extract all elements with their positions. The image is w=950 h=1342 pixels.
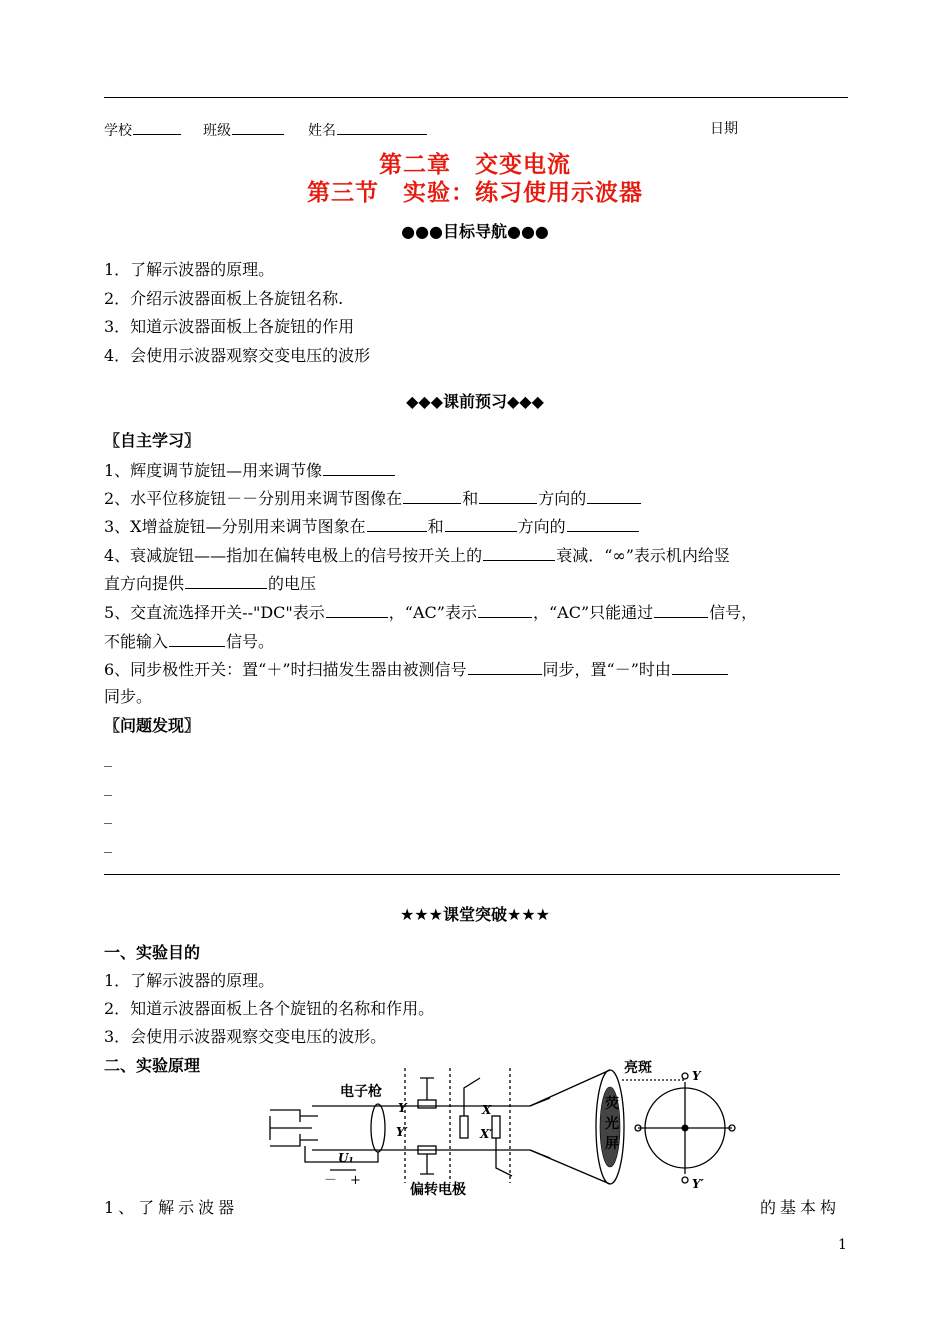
question-3: 3、X增益旋钮—分别用来调节图象在 和 方向的 (104, 516, 640, 537)
blank[interactable] (445, 516, 517, 532)
problems-heading: 〖问题发现〗 (104, 716, 201, 735)
question-6: 6、同步极性开关：置“＋”时扫描发生器由被测信号 同步，置“－”时由 (104, 659, 729, 680)
goal-item: 2．介绍示波器面板上各旋钮名称. (104, 289, 344, 308)
screen-label-3: 屏 (605, 1136, 619, 1152)
classroom-heading: ★★★课堂突破★★★ (399, 905, 551, 924)
school-label: 学校 (104, 123, 132, 139)
electron-gun-label: 电子枪 (340, 1084, 382, 1100)
self-study-heading: 〖自主学习〗 (104, 431, 201, 450)
principle-heading: 二、实验原理 (104, 1056, 201, 1075)
class-blank[interactable] (232, 119, 284, 135)
class-label: 班级 (203, 123, 231, 139)
purpose-item: 2．知道示波器面板上各个旋钮的名称和作用。 (104, 999, 435, 1018)
blank[interactable] (567, 516, 639, 532)
header-school (104, 119, 182, 141)
chapter-title: 第二章 交变电流 (379, 152, 571, 178)
question-4-cont: 直方向提供 的电压 (104, 574, 317, 593)
blank[interactable] (478, 602, 532, 618)
question-2: 2、水平位移旋钮－－分别用来调节图像在 和 方向的 (104, 488, 642, 509)
question-6-cont: 同步。 (104, 687, 153, 706)
goals-heading: ●●●目标导航●●● (401, 222, 549, 241)
preview-heading: ◆◆◆课前预习◆◆◆ (406, 392, 544, 411)
problem-line[interactable]: _ (104, 834, 112, 853)
item1-right: 的基本构 (760, 1198, 841, 1217)
purpose-heading: 一、实验目的 (104, 943, 201, 962)
x-plate-label: X (482, 1103, 492, 1117)
screen-y-label: Y (692, 1069, 701, 1083)
header-name (308, 119, 428, 141)
blank[interactable] (403, 488, 461, 504)
item1-left: 1、了解示波器 (104, 1198, 239, 1217)
deflection-label: 偏转电极 (410, 1182, 466, 1198)
date-label: 日期 (710, 121, 738, 137)
question-5-cont: 不能输入 信号。 (104, 632, 275, 651)
blank[interactable] (479, 488, 537, 504)
blank[interactable] (367, 516, 427, 532)
u1-label: U₁ (338, 1151, 354, 1165)
minus-label: － (324, 1173, 338, 1188)
goal-item: 1．了解示波器的原理。 (104, 260, 275, 279)
question-4: 4、衰减旋钮——指加在偏转电极上的信号按开关上的 衰减．“∞”表示机内给竖 (104, 546, 730, 565)
problem-line[interactable]: _ (104, 805, 112, 824)
goal-item: 4．会使用示波器观察交变电压的波形 (104, 346, 371, 365)
y-prime-plate-label: Y′ (396, 1125, 408, 1139)
name-label: 姓名 (308, 123, 336, 139)
header-class (203, 119, 285, 141)
header-date (710, 119, 738, 139)
blank[interactable] (587, 488, 641, 504)
page-number: 1 (838, 1237, 847, 1253)
blank[interactable] (326, 602, 388, 618)
blank[interactable] (672, 659, 728, 675)
problem-line[interactable]: _ (104, 748, 112, 767)
goal-item: 3．知道示波器面板上各旋钮的作用 (104, 317, 355, 336)
screen-label-1: 荧 (605, 1096, 619, 1112)
plus-label: + (350, 1173, 361, 1188)
screen-y-prime-label: Y′ (692, 1177, 704, 1191)
screen-label-2: 光 (605, 1116, 619, 1132)
school-blank[interactable] (133, 119, 181, 135)
purpose-item: 1．了解示波器的原理。 (104, 971, 275, 990)
x-prime-plate-label: X′ (480, 1127, 493, 1141)
blank[interactable] (483, 545, 555, 561)
bright-spot-label: 亮斑 (624, 1060, 652, 1076)
section-title: 第三节 实验：练习使用示波器 (307, 180, 643, 206)
y-plate-label: Y (398, 1101, 407, 1115)
top-rule (104, 97, 848, 98)
purpose-item: 3．会使用示波器观察交变电压的波形。 (104, 1027, 387, 1046)
blank[interactable] (169, 631, 225, 647)
blank[interactable] (468, 659, 542, 675)
blank[interactable] (185, 573, 267, 589)
problem-line[interactable]: _ (104, 777, 112, 796)
question-1: 1、辉度调节旋钮—用来调节像 (104, 460, 396, 481)
question-5: 5、交直流选择开关--"DC"表示 ，“AC”表示 ，“AC”只能通过 信号， (104, 603, 758, 622)
section-divider (104, 874, 840, 875)
blank[interactable] (654, 602, 708, 618)
blank[interactable] (323, 460, 395, 476)
oscilloscope-diagram (260, 1058, 760, 1206)
name-blank[interactable] (337, 119, 427, 135)
